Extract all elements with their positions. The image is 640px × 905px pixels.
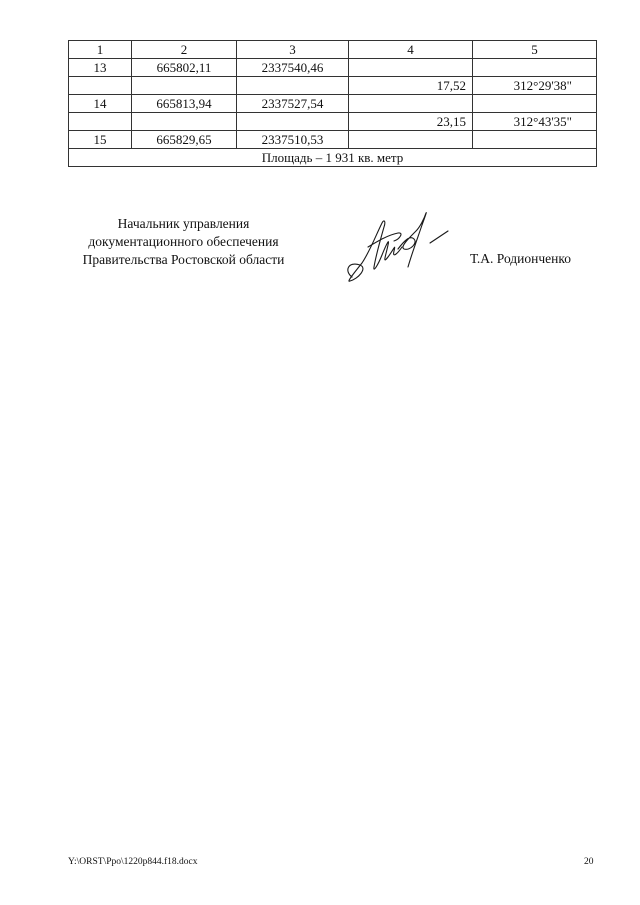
signatory-title (66, 215, 301, 269)
point-number-cell (69, 113, 132, 131)
bearing-cell (473, 131, 597, 149)
distance-cell (349, 59, 473, 77)
table-row (69, 95, 597, 113)
table-header-row (69, 41, 597, 59)
distance-cell: 23,15 (349, 113, 473, 131)
area-row (69, 149, 597, 167)
bearing-cell (473, 95, 597, 113)
x-coordinate-cell: 665813,94 (132, 95, 237, 113)
x-coordinate-cell: 665802,11 (132, 59, 237, 77)
point-number-cell: 15 (69, 131, 132, 149)
distance-cell (349, 95, 473, 113)
footer-file-path: Y:\ORST\Ppo\1220p844.f18.docx (68, 857, 198, 867)
y-coordinate-cell (237, 77, 349, 95)
bearing-cell: 312°29'38" (473, 77, 597, 95)
header-cell: 4 (349, 41, 473, 59)
coordinates-table (68, 40, 597, 167)
handwritten-signature (338, 205, 458, 290)
header-cell: 1 (69, 41, 132, 59)
x-coordinate-cell (132, 113, 237, 131)
x-coordinate-cell (132, 77, 237, 95)
bearing-cell (473, 59, 597, 77)
signatory-title-line: Правительства Ростовской области (82, 252, 285, 267)
y-coordinate-cell (237, 113, 349, 131)
header-cell: 3 (237, 41, 349, 59)
y-coordinate-cell: 2337540,46 (237, 59, 349, 77)
header-cell: 2 (132, 41, 237, 59)
signatory-title-line: Начальник управления (117, 216, 250, 231)
table-row (69, 59, 597, 77)
x-coordinate-cell: 665829,65 (132, 131, 237, 149)
y-coordinate-cell: 2337510,53 (237, 131, 349, 149)
page-number: 20 (584, 857, 594, 867)
signatory-title-line: документационного обеспечения (88, 234, 279, 249)
distance-cell: 17,52 (349, 77, 473, 95)
area-total: Площадь – 1 931 кв. метр (69, 149, 597, 167)
point-number-cell (69, 77, 132, 95)
table-row (69, 113, 597, 131)
table-row (69, 131, 597, 149)
y-coordinate-cell: 2337527,54 (237, 95, 349, 113)
point-number-cell: 13 (69, 59, 132, 77)
table-row (69, 77, 597, 95)
signatory-name: Т.А. Родионченко (470, 251, 571, 266)
bearing-cell: 312°43'35" (473, 113, 597, 131)
point-number-cell: 14 (69, 95, 132, 113)
header-cell: 5 (473, 41, 597, 59)
distance-cell (349, 131, 473, 149)
